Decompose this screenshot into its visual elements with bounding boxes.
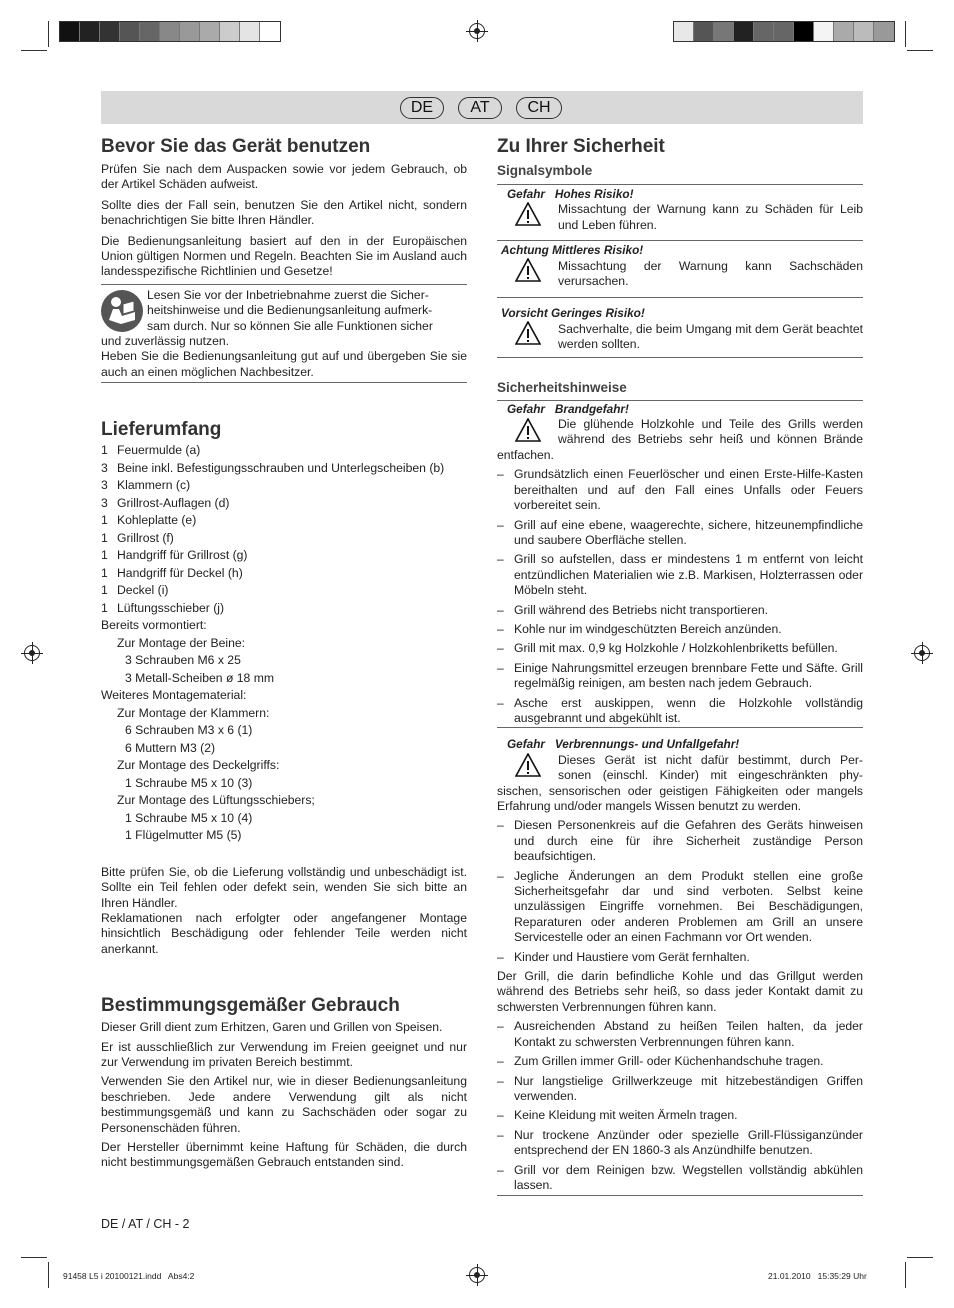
- note-line: heitshinweise und die Bedienungsanleitung aufmerk-: [147, 303, 433, 318]
- sub-heading: Zur Montage des Deckelgriffs:: [117, 758, 280, 773]
- part-line: 1 Flügelmutter M5 (5): [125, 828, 242, 843]
- read-manual-icon: [101, 290, 143, 332]
- sub-heading: Zur Montage der Beine:: [117, 635, 246, 650]
- right-column: [497, 136, 863, 1196]
- warning-text: sonen (einschl. Kinder) mit eingeschränkten phy-: [558, 768, 863, 783]
- divider: [497, 357, 863, 358]
- signal-text: Missachtung der Warnung kann zu Schäden für Leib und Leben führen.: [558, 202, 863, 232]
- signal-heading: Achtung Mittleres Risiko!: [501, 243, 644, 258]
- divider: [101, 284, 467, 285]
- registration-mark-icon: [24, 645, 40, 661]
- list-item: 1 Feuermulde (a): [101, 443, 201, 458]
- color-bar-right: [673, 21, 895, 42]
- paragraph: Prüfen Sie nach dem Auspacken sowie vor jedem Gebrauch, ob der Artikel Schäden aufweist.: [101, 162, 467, 192]
- list-item: – Asche erst auskippen, wenn die Holzkohle vollständig ausgebrannt und abgekühlt ist.: [497, 696, 863, 727]
- fire-safety-list: [497, 467, 863, 726]
- list-item: 3 Grillrost-Auflagen (d): [101, 495, 230, 510]
- file-info: 91458 L5 i 20100121.indd Abs4:2: [63, 1271, 195, 1281]
- list-item: 1 Handgriff für Deckel (h): [101, 565, 243, 580]
- crop-mark: [907, 50, 933, 51]
- list-item: – Grill so aufstellen, dass er mindestens 1 m entfernt von leicht entzündlichen Materialien wie z.B. Markisen, Holzterrassen oder Möbeln steht.: [497, 552, 863, 598]
- note-paragraph: Heben Sie die Bedienungsanleitung gut auf und übergeben Sie sie auch an einen möglichen Nachbesitzer.: [101, 349, 467, 379]
- signal-medium-risk: [497, 241, 863, 292]
- section-title-before-use: Bevor Sie das Gerät benutzen: [101, 136, 371, 157]
- list-item: 1 Kohleplatte (e): [101, 513, 197, 528]
- list-item: – Ausreichenden Abstand zu heißen Teilen halten, da jeder Kontakt zu schwersten Verbrennungen führen kann.: [497, 1019, 863, 1050]
- section-title-intended-use: Bestimmungsgemäßer Gebrauch: [101, 995, 400, 1017]
- sub-title-safety-notes: Sicherheitshinweise: [497, 379, 627, 395]
- part-line: 3 Schrauben M6 x 25: [125, 653, 241, 668]
- crop-mark: [48, 21, 49, 47]
- divider: [101, 382, 467, 383]
- material-heading: Weiteres Montagematerial:: [101, 688, 247, 703]
- signal-text: Sachverhalte, die beim Umgang mit dem Gerät beachtet werden sollten.: [558, 321, 863, 352]
- list-item: – Diesen Personenkreis auf die Gefahren des Geräts hinweisen und durch eine für ihre Sicherheit zuständige Person beaufsichtigen.: [497, 818, 863, 864]
- warning-triangle-icon: [515, 753, 541, 777]
- crop-mark: [905, 1262, 906, 1288]
- premounted-heading: Bereits vormontiert:: [101, 618, 207, 633]
- paragraph: Verwenden Sie den Artikel nur, wie in dieser Bedienungsanleitung beschrieben. Jede andere Verwendung gilt als nicht bestimmungsgemäß und kann zu Sachschäden oder sogar zu Personenschäden führen.: [101, 1074, 467, 1135]
- section-title-safety: Zu Ihrer Sicherheit: [497, 136, 665, 157]
- warning-triangle-icon: [515, 418, 541, 442]
- list-item: – Kohle nur im windgeschützten Bereich anzünden.: [497, 622, 863, 637]
- warning-text: entfachen.: [497, 447, 554, 462]
- warning-heading: Gefahr Brandgefahr!: [507, 401, 629, 416]
- paragraph: Sollte dies der Fall sein, benutzen Sie den Artikel nicht, sondern benachrichtigen Sie bitte Ihren Händler.: [101, 197, 467, 228]
- manual-note: [101, 288, 467, 380]
- signal-heading: Gefahr Hohes Risiko!: [507, 187, 634, 201]
- list-item: – Zum Grillen immer Grill- oder Küchenhandschuhe tragen.: [497, 1054, 863, 1069]
- burn-safety-list: [497, 818, 863, 965]
- crop-mark: [21, 50, 47, 51]
- list-item: 3 Beine inkl. Befestigungsschrauben und Unterlegscheiben (b): [101, 460, 445, 475]
- sub-heading: Zur Montage der Klammern:: [117, 705, 270, 720]
- list-item: – Grundsätzlich einen Feuerlöscher und einen Erste-Hilfe-Kasten bereithalten und auf den Fall eines Unfalls oder Feuers vorbereitet sein.: [497, 467, 863, 513]
- list-item: 1 Deckel (i): [101, 583, 169, 598]
- divider: [497, 1195, 863, 1196]
- paragraph: Reklamationen nach erfolgter oder angefangener Montage hinsichtlich Beschädigung oder fehlender Teile werden nicht anerkannt.: [101, 911, 467, 956]
- part-line: 6 Schrauben M3 x 6 (1): [125, 723, 253, 738]
- part-line: 1 Schraube M5 x 10 (3): [125, 775, 253, 790]
- list-item: – Grill auf eine ebene, waagerechte, sichere, hitzeunempfindliche und saubere Oberfläche stellen.: [497, 518, 863, 549]
- warning-text: während des Betriebs sehr heiß und können Brände: [558, 432, 863, 447]
- list-item: – Grill vor dem Reinigen bzw. Wegstellen vollständig abkühlen lassen.: [497, 1163, 863, 1194]
- list-item: 1 Grillrost (f): [101, 530, 174, 545]
- list-item: – Nur langstielige Grillwerkzeuge mit hitzebeständigen Griffen verwenden.: [497, 1074, 863, 1105]
- signal-heading: Vorsicht Geringes Risiko!: [501, 306, 645, 321]
- warning-triangle-icon: [515, 321, 541, 345]
- warning-text: sischen, sensorischen oder geistigen Fähigkeiten oder mangels Erfahrung und/oder mangels Wissen benutzt zu werden.: [497, 783, 863, 813]
- language-bar: [101, 91, 863, 124]
- warning-triangle-icon: [515, 258, 541, 282]
- signal-low-risk: [497, 298, 863, 355]
- note-line: und zuverlässig nutzen.: [101, 334, 230, 349]
- handling-list: [497, 1019, 863, 1193]
- registration-mark-icon: [914, 645, 930, 661]
- page-number: DE / AT / CH - 2: [101, 1217, 190, 1231]
- crop-mark: [907, 1257, 933, 1258]
- sub-title-signal-symbols: Signalsymbole: [497, 163, 593, 178]
- lang-tab-at: AT: [458, 97, 502, 119]
- list-item: – Nur trockene Anzünder oder spezielle Grill-Flüssiganzünder entsprechend der EN 1860-3 als Anzündhilfe benutzen.: [497, 1128, 863, 1159]
- list-item: – Einige Nahrungsmittel erzeugen brennbare Fette und Säfte. Grill regelmäßig reinigen, am besten nach jedem Gebrauch.: [497, 661, 863, 692]
- list-item: – Kinder und Haustiere vom Gerät fernhalten.: [497, 950, 863, 965]
- list-item: 1 Handgriff für Grillrost (g): [101, 548, 248, 563]
- warning-triangle-icon: [515, 202, 541, 226]
- lang-tab-ch: CH: [516, 97, 562, 119]
- signal-high-risk: [497, 185, 863, 236]
- warning-heading: Gefahr Verbrennungs- und Unfallgefahr!: [507, 737, 740, 752]
- note-line: Lesen Sie vor der Inbetriebnahme zuerst die Sicher-: [147, 287, 429, 302]
- delivery-list: [101, 443, 467, 618]
- paragraph: Bitte prüfen Sie, ob die Lieferung vollständig und unbeschädigt ist. Sollte ein Teil fehlen oder defekt sein, wenden Sie sich bitte an Ihren Händler.: [101, 864, 467, 910]
- part-line: 6 Muttern M3 (2): [125, 740, 216, 755]
- color-bar-left: [59, 21, 281, 42]
- list-item: 3 Klammern (c): [101, 478, 191, 493]
- paragraph: Dieser Grill dient zum Erhitzen, Garen und Grillen von Speisen.: [101, 1020, 443, 1035]
- paragraph: Die Bedienungsanleitung basiert auf den in der Europäischen Union gültigen Normen und Regeln. Beachten Sie im Ausland auch landesspezifische Richtlinien und Gesetze!: [101, 233, 467, 279]
- registration-mark-icon: [469, 23, 485, 39]
- signal-text: Missachtung der Warnung kann Sachschäden verursachen.: [558, 258, 863, 289]
- crop-mark: [905, 21, 906, 47]
- list-item: – Jegliche Änderungen an dem Produkt stellen eine große Sicherheitsgefahr dar und sind verboten. Selbst keine unzulässigen Eingriffe vornehmen. Bei Beschädigungen, Reparaturen oder anderen Problemen am Grill an unsere Servicestelle oder an einen Fachmann vor Ort wenden.: [497, 869, 863, 946]
- warning-burn: [497, 728, 863, 814]
- warning-text: Dieses Gerät ist nicht dafür bestimmt, durch Per-: [558, 752, 863, 767]
- paragraph: Er ist ausschließlich zur Verwendung im Freien geeignet und nur zur Verwendung im privaten Bereich bestimmt.: [101, 1039, 467, 1070]
- paragraph: Der Grill, die darin befindliche Kohle und das Grillgut werden während des Betriebs sehr heiß, so dass jeder Kontakt damit zu schwersten Verbrennungen führen kann.: [497, 969, 863, 1014]
- list-item: – Keine Kleidung mit weiten Ärmeln tragen.: [497, 1108, 863, 1123]
- crop-mark: [48, 1262, 49, 1288]
- lang-tab-de: DE: [400, 97, 444, 119]
- list-item: – Grill während des Betriebs nicht transportieren.: [497, 603, 863, 618]
- paragraph: Der Hersteller übernimmt keine Haftung für Schäden, die durch nicht bestimmungsgemäßen Gebrauch entstanden sind.: [101, 1140, 467, 1170]
- list-item: – Grill mit max. 0,9 kg Holzkohle / Holzkohlenbriketts befüllen.: [497, 641, 863, 656]
- warning-text: Die glühende Holzkohle und Teile des Grills werden: [558, 417, 863, 432]
- section-title-scope-of-delivery: Lieferumfang: [101, 419, 222, 441]
- part-line: 3 Metall-Scheiben ø 18 mm: [125, 670, 275, 685]
- print-date: 21.01.2010 15:35:29 Uhr: [768, 1271, 867, 1281]
- registration-mark-icon: [469, 1267, 485, 1283]
- left-column: [101, 136, 467, 1171]
- warning-fire: [497, 401, 863, 464]
- crop-mark: [21, 1257, 47, 1258]
- part-line: 1 Schraube M5 x 10 (4): [125, 810, 253, 825]
- list-item: 1 Lüftungsschieber (j): [101, 600, 225, 615]
- note-line: sam durch. Nur so können Sie alle Funktionen sicher: [147, 318, 433, 333]
- sub-heading: Zur Montage des Lüftungsschiebers;: [117, 793, 315, 808]
